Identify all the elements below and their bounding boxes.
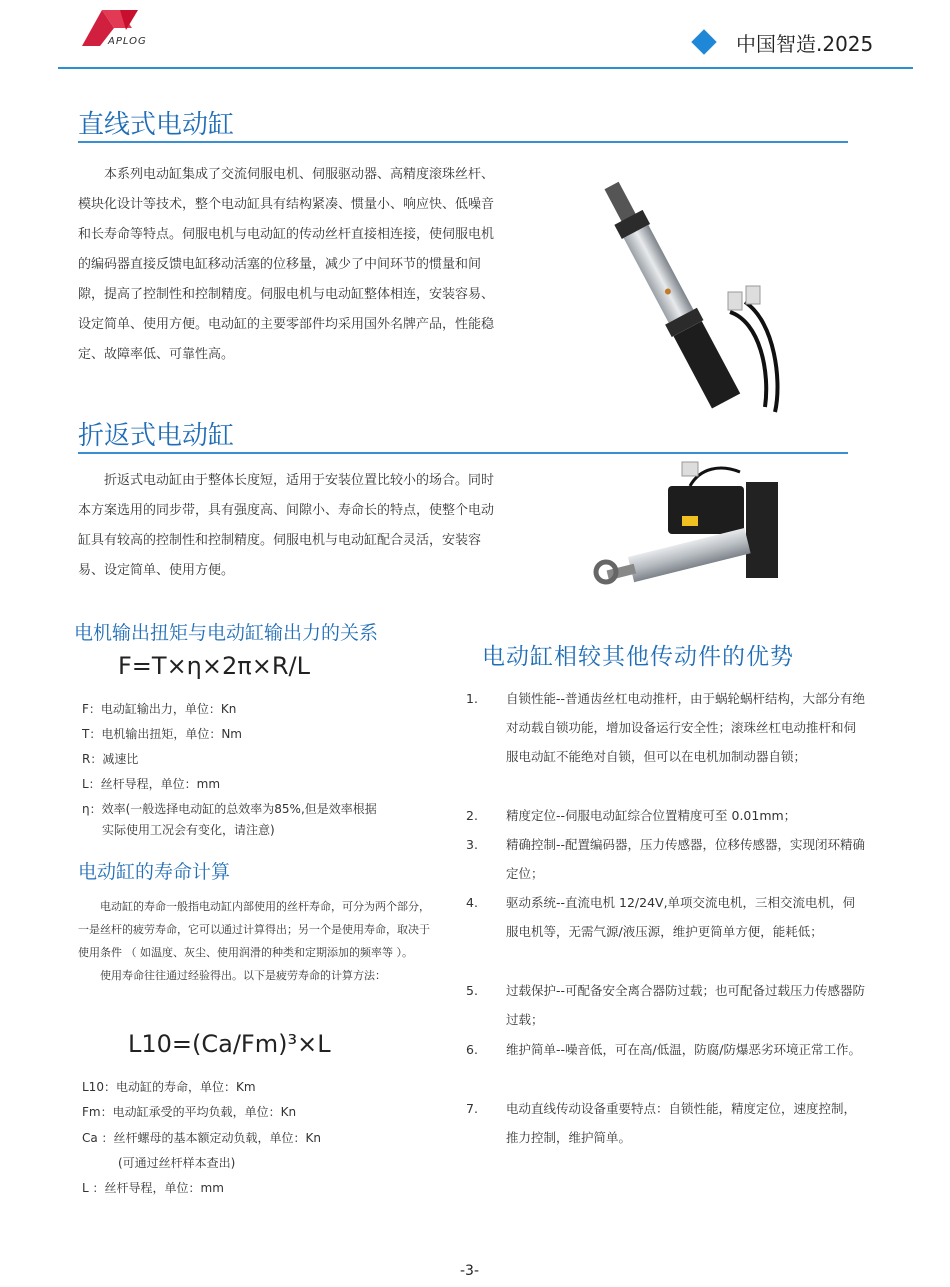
life-title: 电动缸的寿命计算 bbox=[78, 861, 231, 883]
diamond-icon bbox=[691, 29, 716, 54]
list-text: 电动直线传动设备重要特点：自锁性能，精度定位，速度控制，推力控制，维护简单。 bbox=[506, 1101, 857, 1145]
definition-item: F：电动缸输出力，单位：Kn bbox=[82, 702, 237, 716]
definition-item: 实际使用工况会有变化，请注意) bbox=[102, 823, 275, 837]
section-divider bbox=[78, 141, 848, 143]
linear-actuator-photo bbox=[560, 172, 810, 420]
definition-item: L：丝杆导程，单位：mm bbox=[82, 777, 221, 791]
definition-item: Fm：电动缸承受的平均负载，单位：Kn bbox=[82, 1105, 297, 1119]
advantages-list bbox=[460, 684, 870, 1154]
definition-item: Ca ：丝杆螺母的基本额定动负载，单位：Kn bbox=[82, 1131, 322, 1145]
page-number: -3- bbox=[460, 1263, 480, 1279]
force-formula: F=T×η×2π×R/L bbox=[118, 652, 310, 680]
definition-item: η：效率(一般选择电动缸的总效率为85%,但是效率根据 bbox=[82, 802, 377, 816]
list-number: 3. bbox=[466, 837, 478, 852]
definition-item: R：减速比 bbox=[82, 752, 139, 766]
folded-description: 折返式电动缸由于整体长度短，适用于安装位置比较小的场合。同时本方案选用的同步带，具有强度高、间隙小、寿命长的特点，使整个电动缸具有较高的控制性和控制精度。伺服电机与电动缸配合灵活，安装容易、设定简单、使用方便。 bbox=[78, 473, 495, 578]
definition-item: L ：丝杆导程，单位：mm bbox=[82, 1181, 224, 1195]
list-text: 自锁性能--普通齿丝杠电动推杆，由于蜗轮蜗杆结构，大部分有绝对动载自锁功能，增加设备运行安全性；滚珠丝杠电动推杆和伺服电动缸不能绝对自锁，但可以在电机加制动器自锁； bbox=[506, 691, 866, 764]
list-text: 维护简单--噪音低，可在高/低温，防腐/防爆恶劣环境正常工作。 bbox=[506, 1042, 861, 1057]
list-number: 6. bbox=[466, 1042, 478, 1057]
list-number: 7. bbox=[466, 1101, 478, 1116]
definition-item: L10：电动缸的寿命，单位：Km bbox=[82, 1080, 256, 1094]
brand-title: 中国智造.2025 bbox=[736, 32, 874, 56]
list-number: 4. bbox=[466, 895, 478, 910]
logo-text: APLOG bbox=[108, 36, 147, 47]
life-definitions bbox=[82, 1078, 442, 1203]
definition-item: (可通过丝杆样本查出) bbox=[118, 1156, 236, 1170]
header-divider bbox=[58, 67, 913, 69]
life-formula: L10=(Ca/Fm)³×L bbox=[128, 1030, 331, 1058]
folded-actuator-photo bbox=[590, 458, 805, 598]
force-definitions bbox=[82, 700, 442, 840]
list-number: 1. bbox=[466, 691, 478, 706]
list-text: 过载保护--可配备安全离合器防过载；也可配备过载压力传感器防过载； bbox=[506, 983, 866, 1027]
section-title-folded: 折返式电动缸 bbox=[78, 421, 235, 451]
linear-description: 本系列电动缸集成了交流伺服电机、伺服驱动器、高精度滚珠丝杆、模块化设计等技术，整个电动缸具有结构紧凑、惯量小、响应快、低噪音和长寿命等特点。伺服电机与电动缸的传动丝杆直接相连接，使伺服电机的编码器直接反馈电缸移动活塞的位移量，减少了中间环节的惯量和间隙，提高了控制性和控制精度。伺服电机与电动缸整体相连，安装容易、设定简单、使用方便。电动缸的主要零部件均采用国外名牌产品，性能稳定、故障率低、可靠性高。 bbox=[78, 167, 495, 362]
list-number: 2. bbox=[466, 808, 478, 823]
force-relation-title: 电机输出扭矩与电动缸输出力的关系 bbox=[74, 622, 379, 644]
section-title-linear: 直线式电动缸 bbox=[78, 110, 235, 140]
definition-item: T：电机输出扭矩，单位：Nm bbox=[82, 727, 242, 741]
section-divider bbox=[78, 452, 848, 454]
list-text: 精度定位--伺服电动缸综合位置精度可至 0.01mm； bbox=[506, 808, 797, 823]
life-description: 电动缸的寿命一般指电动缸内部使用的丝杆寿命，可分为两个部分，一是丝杆的疲劳寿命，它可以通过计算得出；另一个是使用寿命，取决于使用条件 （ 如温度、灰尘、使用润滑的种类和定期添加的频率等 ）。 使用寿命往往通过经验得出。以下是疲劳寿命的计算方法： bbox=[78, 900, 430, 982]
advantages-title: 电动缸相较其他传动件的优势 bbox=[482, 644, 794, 670]
list-number: 5. bbox=[466, 983, 478, 998]
list-text: 驱动系统--直流电机 12/24V,单项交流电机，三相交流电机，伺服电机等，无需气源/液压源，维护更简单方便，能耗低； bbox=[506, 895, 856, 939]
list-text: 精确控制--配置编码器，压力传感器，位移传感器，实现闭环精确定位； bbox=[506, 837, 866, 881]
